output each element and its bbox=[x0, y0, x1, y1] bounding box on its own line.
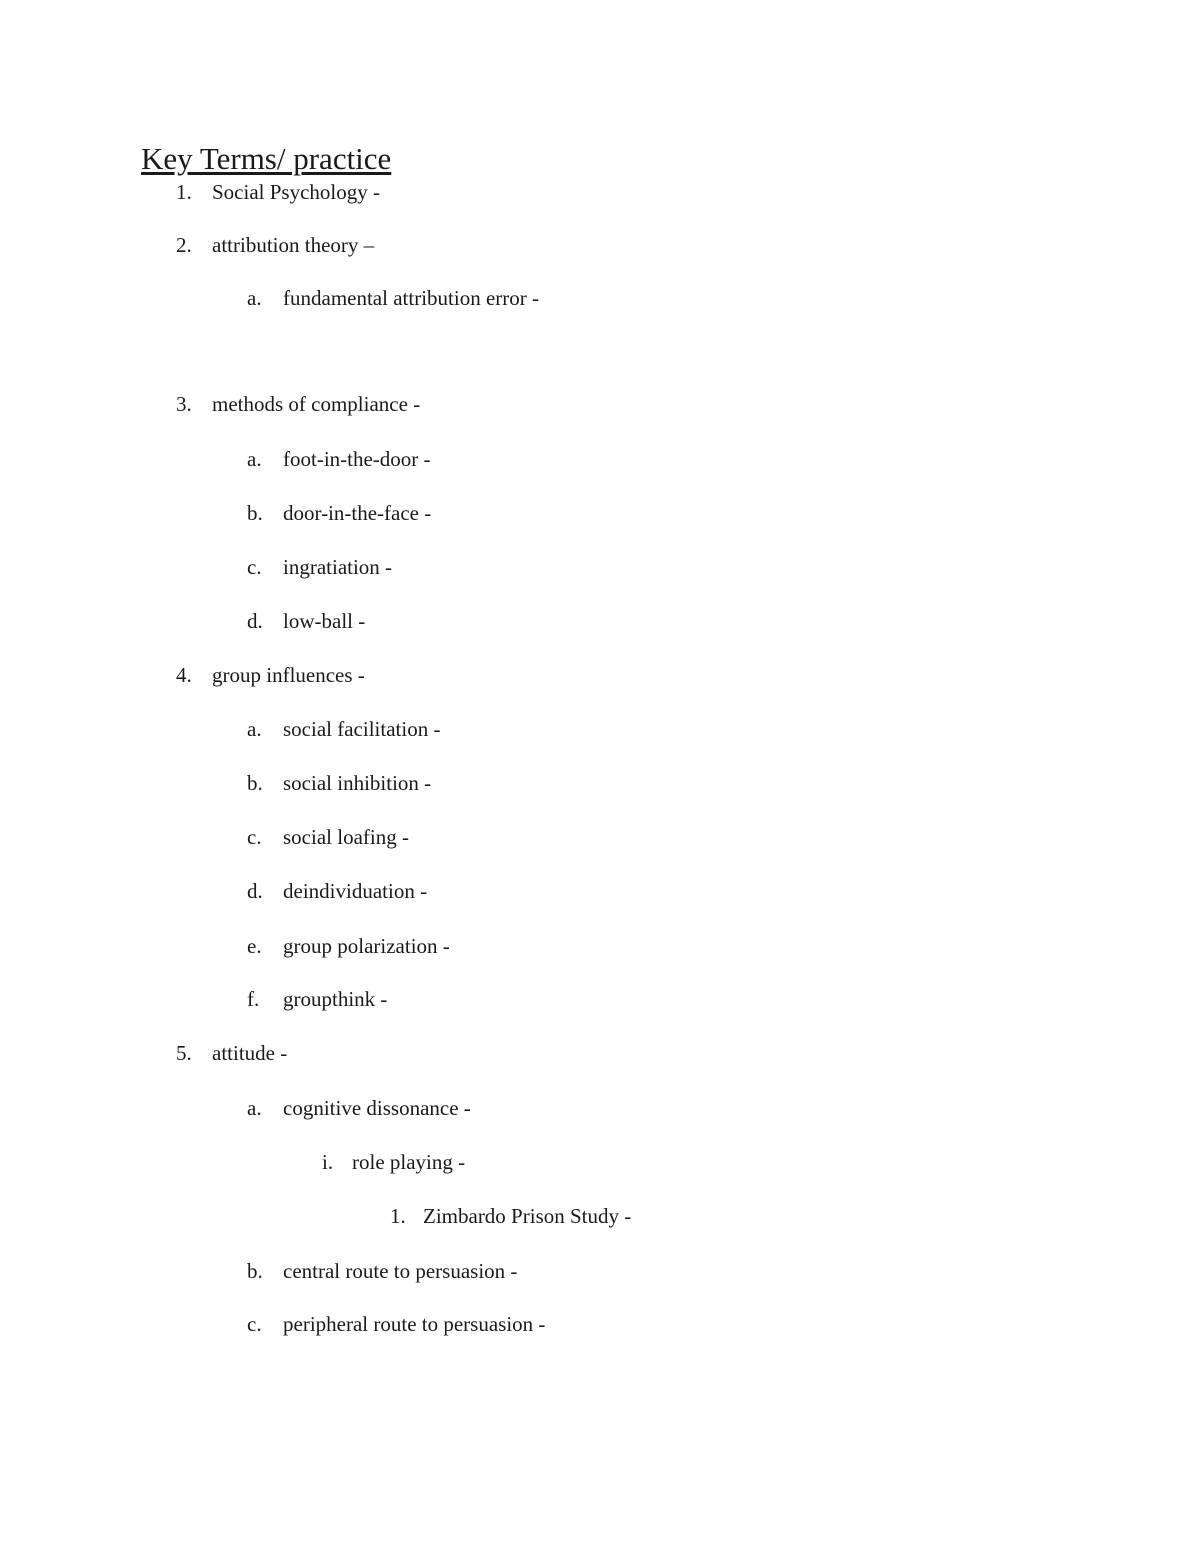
list-marker: 2. bbox=[176, 233, 192, 257]
list-item-text: door-in-the-face - bbox=[283, 501, 432, 525]
list-marker: c. bbox=[247, 825, 262, 849]
page-title: Key Terms/ practice bbox=[141, 141, 392, 176]
list-marker: i. bbox=[322, 1150, 334, 1174]
list-item-door-in-the-face bbox=[247, 500, 431, 526]
list-marker: a. bbox=[247, 717, 262, 741]
list-marker: a. bbox=[247, 1096, 262, 1120]
list-marker: 1. bbox=[390, 1204, 406, 1228]
list-item-text: foot-in-the-door - bbox=[283, 447, 431, 471]
list-marker: a. bbox=[247, 286, 262, 310]
list-marker: d. bbox=[247, 609, 263, 633]
list-item-text: group influences - bbox=[212, 663, 365, 687]
list-item-text: Zimbardo Prison Study - bbox=[423, 1204, 632, 1228]
list-item-deindividuation bbox=[247, 878, 427, 904]
list-item-social-psychology bbox=[176, 179, 380, 205]
list-marker: a. bbox=[247, 447, 262, 471]
list-marker: 4. bbox=[176, 663, 192, 687]
list-item-text: peripheral route to persuasion - bbox=[283, 1312, 546, 1336]
list-item-low-ball bbox=[247, 608, 365, 634]
list-item-text: attitude - bbox=[212, 1041, 288, 1065]
list-item-social-facilitation bbox=[247, 716, 440, 742]
list-marker: 3. bbox=[176, 392, 192, 416]
list-marker: f. bbox=[247, 987, 260, 1011]
list-marker: 5. bbox=[176, 1041, 192, 1065]
list-item-text: cognitive dissonance - bbox=[283, 1096, 471, 1120]
list-item-central-route bbox=[247, 1258, 517, 1284]
list-marker: 1. bbox=[176, 180, 192, 204]
list-item-groupthink bbox=[247, 986, 387, 1012]
list-marker: d. bbox=[247, 879, 263, 903]
list-item-social-loafing bbox=[247, 824, 409, 850]
list-item-role-playing bbox=[322, 1149, 465, 1175]
list-item-group-polarization bbox=[247, 933, 450, 959]
list-marker: b. bbox=[247, 771, 263, 795]
list-item-peripheral-route bbox=[247, 1311, 545, 1337]
list-item-text: ingratiation - bbox=[283, 555, 393, 579]
list-item-attribution-theory bbox=[176, 232, 374, 258]
list-item-text: social facilitation - bbox=[283, 717, 441, 741]
list-item-text: social loafing - bbox=[283, 825, 409, 849]
list-item-social-inhibition bbox=[247, 770, 431, 796]
list-marker: c. bbox=[247, 1312, 262, 1336]
list-item-text: low-ball - bbox=[283, 609, 366, 633]
list-item-foot-in-the-door bbox=[247, 446, 431, 472]
list-item-text: deindividuation - bbox=[283, 879, 428, 903]
list-item-cognitive-dissonance bbox=[247, 1095, 471, 1121]
list-item-text: role playing - bbox=[352, 1150, 466, 1174]
list-item-zimbardo-prison-study bbox=[390, 1203, 631, 1229]
list-marker: b. bbox=[247, 1259, 263, 1283]
list-marker: b. bbox=[247, 501, 263, 525]
list-item-text: social inhibition - bbox=[283, 771, 432, 795]
list-marker: e. bbox=[247, 934, 262, 958]
list-item-text: methods of compliance - bbox=[212, 392, 421, 416]
list-item-group-influences bbox=[176, 662, 365, 688]
list-item-fundamental-attribution-error bbox=[247, 285, 539, 311]
list-item-text: Social Psychology - bbox=[212, 180, 380, 204]
list-item-text: groupthink - bbox=[283, 987, 388, 1011]
list-item-methods-of-compliance bbox=[176, 391, 420, 417]
list-marker: c. bbox=[247, 555, 262, 579]
list-item-text: fundamental attribution error - bbox=[283, 286, 539, 310]
list-item-text: group polarization - bbox=[283, 934, 450, 958]
list-item-attitude bbox=[176, 1040, 287, 1066]
list-item-text: central route to persuasion - bbox=[283, 1259, 518, 1283]
list-item-ingratiation bbox=[247, 554, 392, 580]
list-item-text: attribution theory – bbox=[212, 233, 375, 257]
